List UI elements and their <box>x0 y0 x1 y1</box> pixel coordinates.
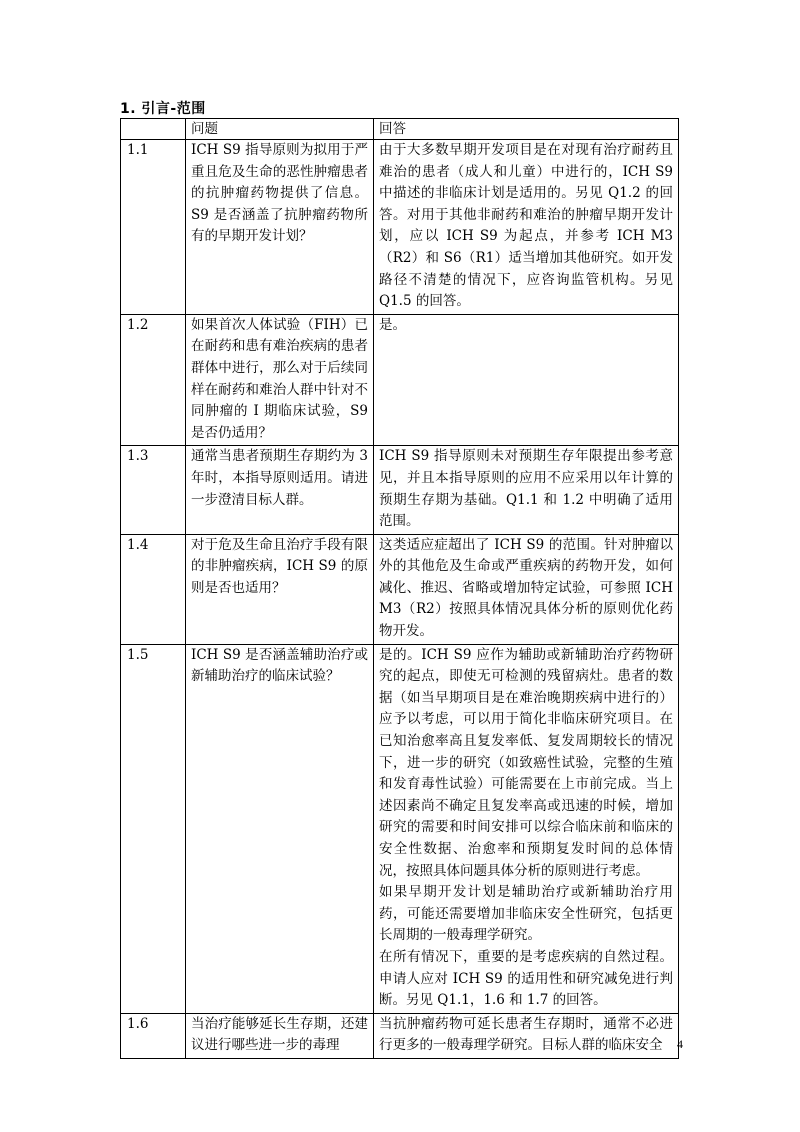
table-row <box>121 644 679 1013</box>
page-number: 4 <box>677 1037 683 1051</box>
row-question: 对于危及生命且治疗手段有限的非肿瘤疾病，ICH S9 的原则是否也适用？ <box>186 534 374 644</box>
answer-paragraph: 如果早期开发计划是辅助治疗或新辅助治疗用药，可能还需要增加非临床安全性研究，包括更长周期的一般毒理学研究。 <box>379 884 673 944</box>
table-row <box>121 140 679 315</box>
row-question: ICH S9 指导原则为拟用于严重且危及生命的恶性肿瘤患者的抗肿瘤药物提供了信息。 S9 是否涵盖了抗肿瘤药物所有的早期开发计划？ <box>186 140 374 315</box>
row-question: 如果首次人体试验（FIH）已在耐药和患有难治疾病的患者群体中进行，那么对于后续同样在耐药和难治人群中针对不同肿瘤的 I 期临床试验，S9 是否仍适用？ <box>186 314 374 446</box>
row-answer <box>374 644 679 1013</box>
answer-paragraph: 这类适应症超出了 ICH S9 的范围。针对肿瘤以外的其他危及生命或严重疾病的药物开发，如何减化、推迟、省略或增加特定试验，可参照 ICH M3（R2）按照具体情况具体分析的原则优化药物开发。 <box>379 536 673 640</box>
answer-paragraph: 是。 <box>379 316 406 333</box>
table-row <box>121 314 679 446</box>
table-row <box>121 1013 679 1058</box>
row-number: 1.3 <box>121 446 186 534</box>
answer-paragraph: ICH S9 指导原则未对预期生存年限提出参考意见，并且本指导原则的应用不应采用以年计算的预期生存期为基础。Q1.1 和 1.2 中明确了适用范围。 <box>379 448 673 530</box>
row-question: 通常当患者预期生存期约为 3 年时，本指导原则适用。请进一步澄清目标人群。 <box>186 446 374 534</box>
table-row <box>121 534 679 644</box>
qa-table <box>120 118 679 1059</box>
row-number: 1.5 <box>121 644 186 1013</box>
row-number: 1.4 <box>121 534 186 644</box>
header-number <box>121 119 186 140</box>
answer-paragraph: 由于大多数早期开发项目是在对现有治疗耐药且难治的患者（成人和儿童）中进行的，ICH S9 中描述的非临床计划是适用的。另见 Q1.2 的回答。对用于其他非耐药和难治的肿瘤早期开发计划，应以 ICH S9 为起点，并参考 ICH M3（R2）和 S6（R1）适当增加其他研究。如开发路径不清楚的情况下，应咨询监管机构。另见 Q1.5 的回答。 <box>379 142 673 310</box>
row-question: ICH S9 是否涵盖辅助治疗或新辅助治疗的临床试验？ <box>186 644 374 1013</box>
row-answer <box>374 314 679 446</box>
header-answer: 回答 <box>374 119 679 140</box>
table-header-row <box>121 119 679 140</box>
answer-paragraph: 在所有情况下，重要的是考虑疾病的自然过程。申请人应对 ICH S9 的适用性和研究减免进行判断。另见 Q1.1，1.6 和 1.7 的回答。 <box>379 948 673 1009</box>
answer-paragraph: 是的。ICH S9 应作为辅助或新辅助治疗药物研究的起点，即使无可检测的残留病灶。患者的数据（如当早期项目是在难治晚期疾病中进行的）应予以考虑，可以用于简化非临床研究项目。在已知治愈率高且复发率低、复发周期较长的情况下，进一步的研究（如致癌性试验，完整的生殖和发育毒性试验）可能需要在上市前完成。当上述因素尚不确定且复发率高或迅速的时候，增加研究的需要和时间安排可以综合临床前和临床的安全性数据、治愈率和预期复发时间的总体情况，按照具体问题具体分析的原则进行考虑。 <box>379 646 673 879</box>
row-answer <box>374 534 679 644</box>
row-answer <box>374 140 679 315</box>
section-heading: 1. 引言-范围 <box>120 101 206 117</box>
answer-paragraph: 当抗肿瘤药物可延长患者生存期时，通常不必进行更多的一般毒理学研究。目标人群的临床安全 <box>379 1015 673 1054</box>
row-answer <box>374 446 679 534</box>
row-number: 1.2 <box>121 314 186 446</box>
table-row <box>121 446 679 534</box>
row-answer <box>374 1013 679 1058</box>
header-question: 问题 <box>186 119 374 140</box>
row-question: 当治疗能够延长生存期，还建议进行哪些进一步的毒理 <box>186 1013 374 1058</box>
row-number: 1.6 <box>121 1013 186 1058</box>
row-number: 1.1 <box>121 140 186 315</box>
